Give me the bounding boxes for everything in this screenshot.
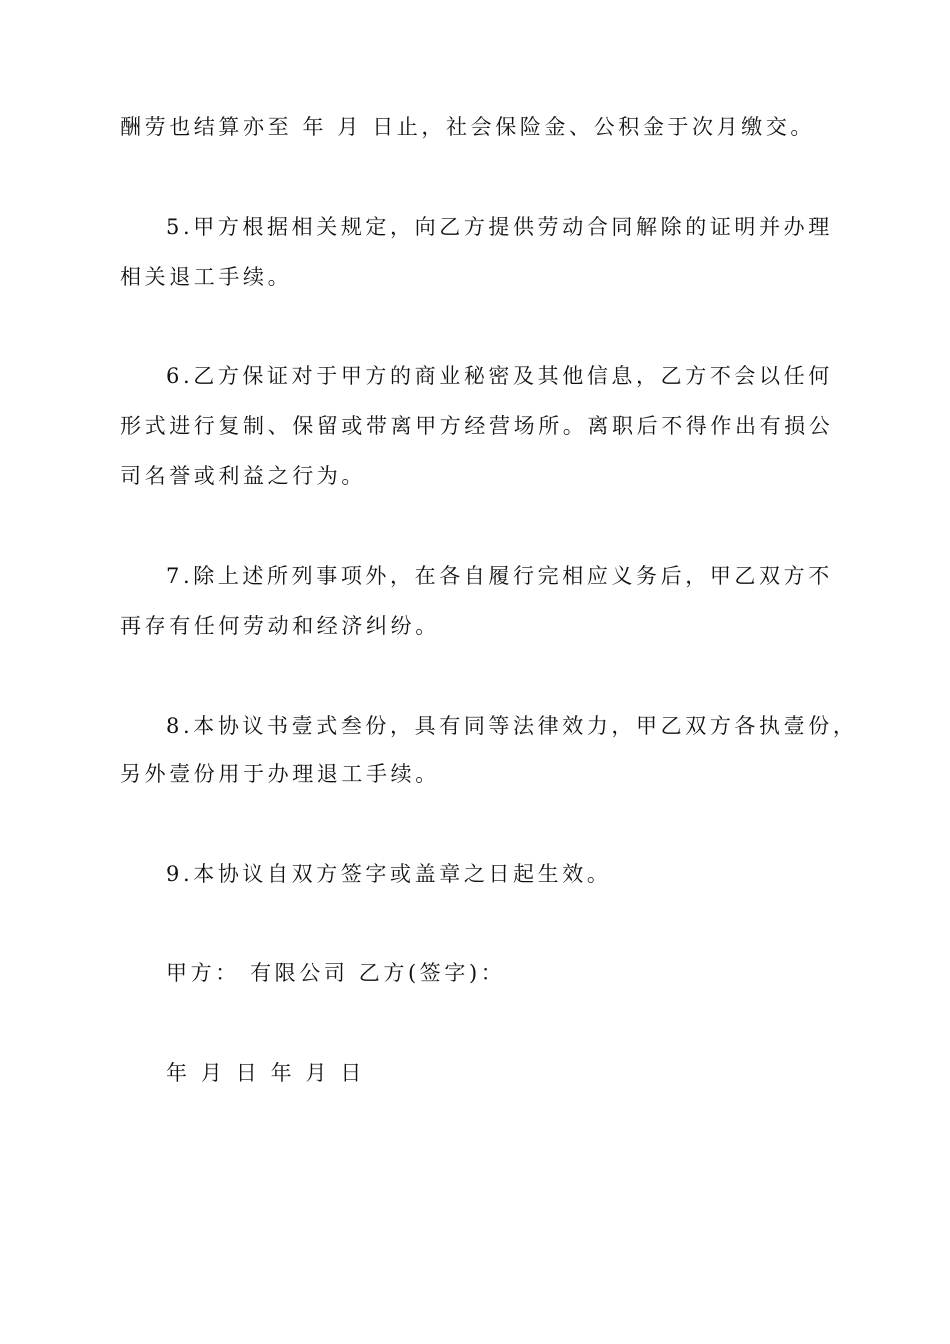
signature-parties: 甲方： 有限公司 乙方(签字)：	[166, 961, 506, 985]
clause-8-line-1: 8.本协议书壹式叁份，具有同等法律效力，甲乙双方各执壹份，	[166, 714, 858, 738]
clause-6-line-3: 司名誉或利益之行为。	[120, 464, 366, 488]
clause-5-line-2: 相关退工手续。	[120, 265, 293, 289]
signature-dates: 年 月 日 年 月 日	[166, 1061, 365, 1085]
clause-5-line-1: 5.甲方根据相关规定，向乙方提供劳动合同解除的证明并办理	[166, 215, 833, 239]
clause-6-line-1: 6.乙方保证对于甲方的商业秘密及其他信息，乙方不会以任何	[166, 364, 833, 388]
clause-7-line-1: 7.除上述所列事项外，在各自履行完相应义务后，甲乙双方不	[166, 564, 833, 588]
clause-7-line-2: 再存有任何劳动和经济纠纷。	[120, 614, 440, 638]
clause-8-line-2: 另外壹份用于办理退工手续。	[120, 762, 440, 786]
clause-6-line-2: 形式进行复制、保留或带离甲方经营场所。离职后不得作出有损公	[120, 414, 834, 438]
paragraph-4-continuation: 酬劳也结算亦至 年 月 日止，社会保险金、公积金于次月缴交。	[120, 115, 816, 139]
clause-9-line-1: 9.本协议自双方签字或盖章之日起生效。	[166, 862, 612, 886]
